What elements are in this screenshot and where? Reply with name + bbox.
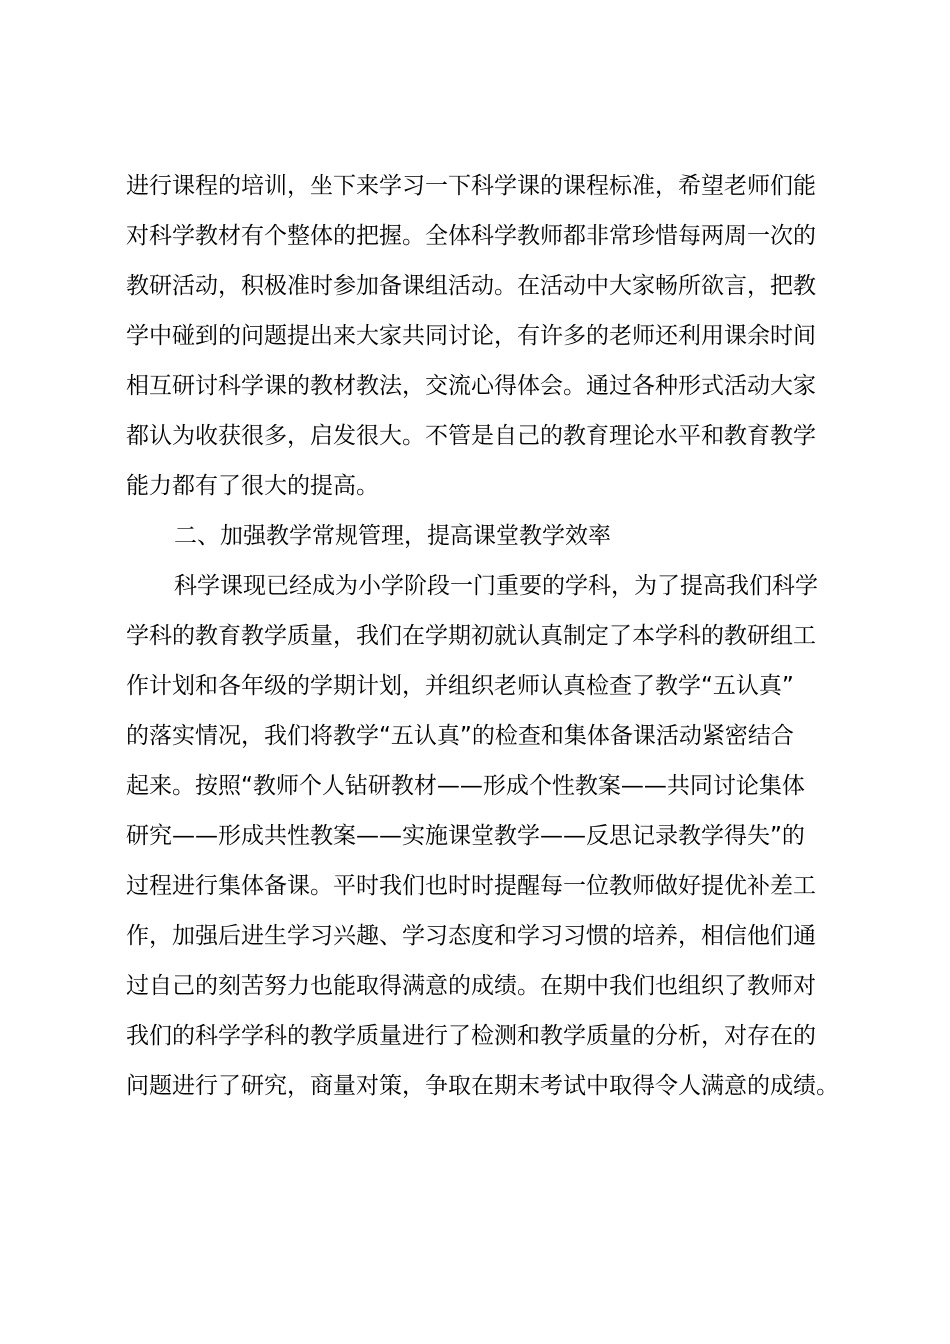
paragraph-line: 学中碰到的问题提出来大家共同讨论，有许多的老师还利用课余时间 xyxy=(126,323,816,349)
paragraph-line: 过程进行集体备课。平时我们也时时提醒每一位教师做好提优补差工 xyxy=(126,873,816,899)
section-heading: 二、加强教学常规管理，提高课堂教学效率 xyxy=(174,523,611,549)
paragraph-line: 问题进行了研究，商量对策，争取在期末考试中取得令人满意的成绩。 xyxy=(126,1073,839,1099)
paragraph-line: 能力都有了很大的提高。 xyxy=(126,473,379,499)
paragraph-line: 过自己的刻苦努力也能取得满意的成绩。在期中我们也组织了教师对 xyxy=(126,973,816,999)
paragraph-line: 教研活动，积极准时参加备课组活动。在活动中大家畅所欲言，把教 xyxy=(126,273,816,299)
paragraph-line: 进行课程的培训，坐下来学习一下科学课的课程标准，希望老师们能 xyxy=(126,173,816,199)
paragraph-line: 相互研讨科学课的教材教法，交流心得体会。通过各种形式活动大家 xyxy=(126,373,816,399)
paragraph-line: 作，加强后进生学习兴趣、学习态度和学习习惯的培养，相信他们通 xyxy=(126,923,816,949)
paragraph-line: 我们的科学学科的教学质量进行了检测和教学质量的分析，对存在的 xyxy=(126,1023,816,1049)
paragraph-line: 作计划和各年级的学期计划，并组织老师认真检查了教学“五认真” xyxy=(126,673,794,699)
paragraph-line: 研究——形成共性教案——实施课堂教学——反思记录教学得失”的 xyxy=(126,823,805,849)
paragraph-line: 学科的教育教学质量，我们在学期初就认真制定了本学科的教研组工 xyxy=(126,623,816,649)
paragraph-line: 都认为收获很多，启发很大。不管是自己的教育理论水平和教育教学 xyxy=(126,423,816,449)
paragraph-line: 对科学教材有个整体的把握。全体科学教师都非常珍惜每两周一次的 xyxy=(126,223,816,249)
paragraph-line: 的落实情况，我们将教学“五认真”的检查和集体备课活动紧密结合 xyxy=(126,723,794,749)
paragraph-line: 起来。按照“教师个人钻研教材——形成个性教案——共同讨论集体 xyxy=(126,773,805,799)
paragraph-line: 科学课现已经成为小学阶段一门重要的学科，为了提高我们科学 xyxy=(174,573,818,599)
